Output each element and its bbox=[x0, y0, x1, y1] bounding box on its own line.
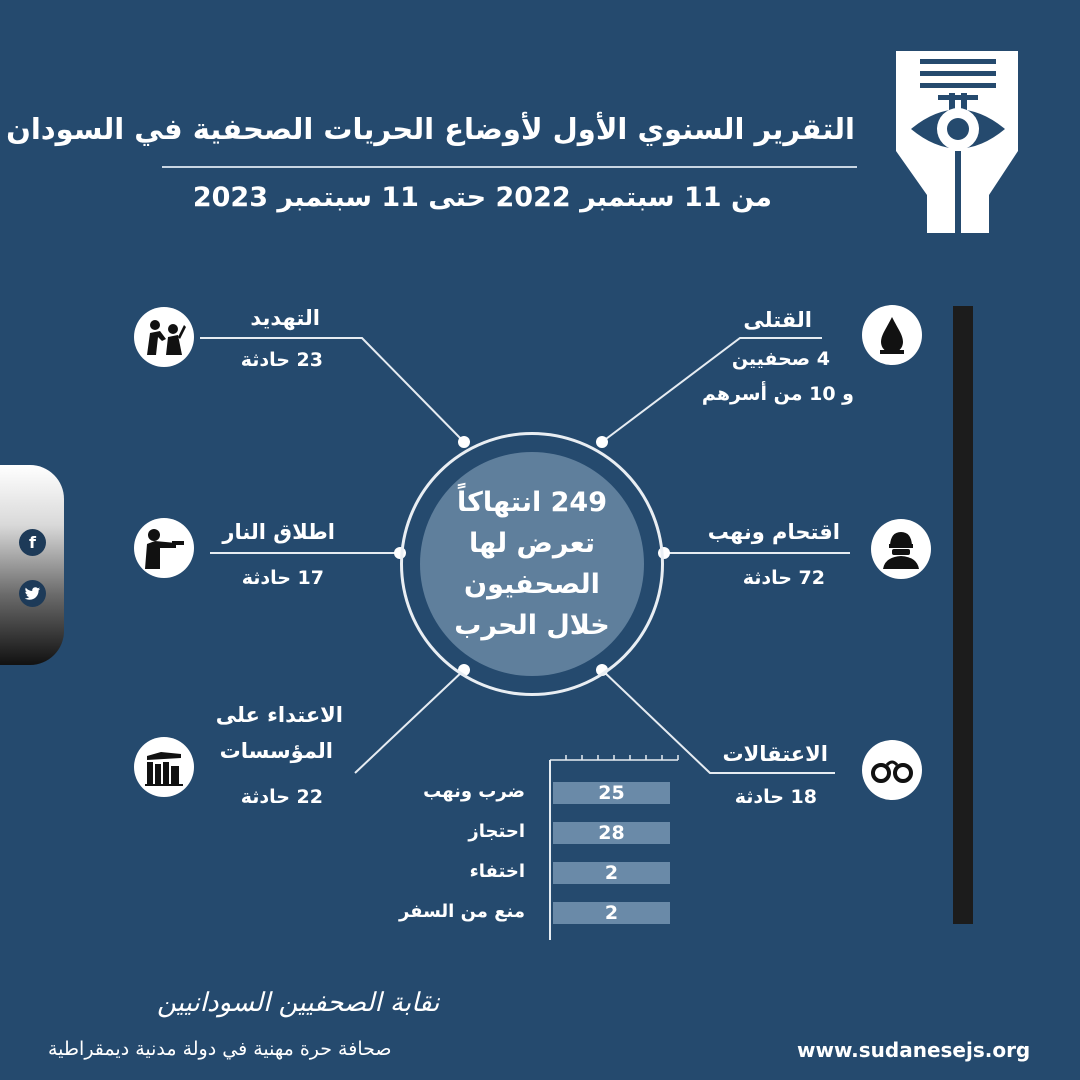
threat-figures-icon bbox=[142, 317, 186, 357]
report-title: التقرير السنوي الأول لأوضاع الحريات الصحفية في السودان bbox=[6, 112, 855, 146]
arrests-value: 18 حادثة bbox=[734, 786, 817, 808]
killed-value-families: و 10 من أسرهم bbox=[701, 383, 854, 405]
shooting-value: 17 حادثة bbox=[241, 567, 324, 589]
center-text-line-2: تعرض لها bbox=[469, 528, 595, 559]
institutions-label-line2: المؤسسات bbox=[219, 739, 333, 763]
bar-label: احتجاز bbox=[468, 821, 525, 842]
masked-thief-icon bbox=[881, 529, 921, 569]
killed-icon-circle bbox=[862, 305, 922, 365]
institutions-value: 22 حادثة bbox=[240, 786, 323, 808]
raid-label: اقتحام ونهب bbox=[707, 520, 840, 544]
arrests-label: الاعتقالات bbox=[722, 742, 828, 766]
center-text-line-3: الصحفيون bbox=[464, 569, 600, 600]
raid-icon-circle bbox=[871, 519, 931, 579]
report-period: من 11 سبتمبر 2022 حتى 11 سبتمبر 2023 bbox=[192, 182, 772, 213]
killed-value: 4 صحفيين bbox=[731, 348, 830, 370]
killed-label: القتلى bbox=[743, 308, 812, 332]
institutions-label: الاعتداء على bbox=[215, 703, 343, 727]
bar bbox=[553, 822, 670, 844]
gunman-icon bbox=[142, 527, 186, 569]
bar-label: ضرب ونهب bbox=[423, 781, 525, 802]
bar-value-label: 28 bbox=[598, 822, 625, 844]
center-text-line-4: خلال الحرب bbox=[454, 610, 610, 641]
bar-label: اختفاء bbox=[469, 861, 525, 882]
bar-value-label: 25 bbox=[598, 782, 625, 804]
threat-value: 23 حادثة bbox=[240, 349, 323, 371]
blood-drop-icon bbox=[874, 315, 910, 355]
handcuffs-icon bbox=[870, 755, 914, 785]
union-name: نقابة الصحفيين السودانيين bbox=[157, 988, 440, 1018]
website-link[interactable]: www.sudanesejs.org bbox=[797, 1038, 1031, 1062]
union-slogan: صحافة حرة مهنية في دولة مدنية ديمقراطية bbox=[48, 1038, 392, 1060]
total-violations-circle bbox=[420, 452, 644, 676]
threat-label: التهديد bbox=[250, 306, 320, 330]
bar-label: منع من السفر bbox=[398, 901, 525, 922]
arrests-icon-circle bbox=[862, 740, 922, 800]
total-violations-count: 249 انتهاكاً bbox=[457, 487, 607, 518]
shooting-label: اطلاق النار bbox=[222, 520, 335, 544]
institutions-icon-circle bbox=[134, 737, 194, 797]
damaged-building-icon bbox=[143, 748, 185, 786]
bar bbox=[553, 782, 670, 804]
facebook-icon: f bbox=[29, 533, 36, 552]
shooting-icon-circle bbox=[134, 518, 194, 578]
threat-icon-circle bbox=[134, 307, 194, 367]
bar-value-label: 2 bbox=[604, 862, 619, 884]
bar bbox=[553, 902, 670, 924]
raid-value: 72 حادثة bbox=[742, 567, 825, 589]
bar-value-label: 2 bbox=[604, 902, 619, 924]
bar bbox=[553, 862, 670, 884]
